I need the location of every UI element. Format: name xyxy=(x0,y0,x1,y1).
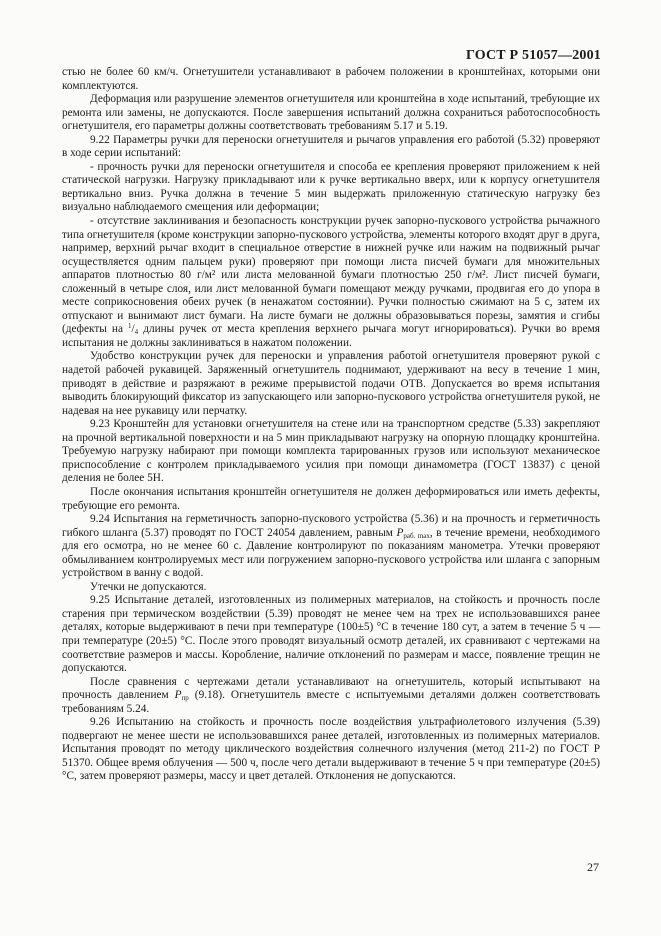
paragraph-9-25: 9.25 Испытание деталей, изготовленных из полимерных материалов, на стойкость и прочность после старения при термическом воздействии (5.39) проводят не менее чем на трех не использовавшихся ранее деталях, которые выдерживают в печи при температуре (100±5) °С в течение 180 сут, а затем в течение 5 ч — при температуре (20±5) °С. После этого проводят визуальный осмотр деталей, их сравнивают с чертежами на соответствие размеров и массы. Коробление, наличие отклонений по размерам и массе, появление трещин не допускаются. xyxy=(62,594,600,675)
paragraph-after-comparison xyxy=(62,676,600,717)
paragraph-9-26: 9.26 Испытанию на стойкость и прочность после воздействия ультрафиолетового излучения (5.39) подвергают не менее шести не использовавшихся ранее деталей, изготовленных из полимерных материалов. Испытания проводят по методу циклического воздействия солнечного излучения (метод 211-2) по ГОСТ Р 51370. Общее время облучения — 500 ч, после чего детали выдерживают в течение 5 ч при температуре (20±5) °С, затем проверяют размеры, массу и цвет деталей. Отклонения не допускаются. xyxy=(62,716,600,783)
fraction-numerator: 1 xyxy=(128,322,132,331)
handle-jamming-tail: длины ручек от места крепления верхнего рычага могут игнорироваться). Ручки во время испытания не должны заклиниваться в нажатом положении. xyxy=(62,323,600,349)
tightness-tail: , в течение времени, необходимого для его осмотра, но не менее 60 с. Давление контролируют по показаниям манометра. Утечки проверяют обмыливанием контролируемых мест или погружением запорно-пускового устройства или шланга с запорным устройством в ванну с водой. xyxy=(62,526,600,580)
paragraph-leaks: Утечки не допускаются. xyxy=(90,580,207,593)
standard-designation: ГОСТ Р 51057—2001 xyxy=(465,48,601,63)
paragraph-9-22: 9.22 Параметры ручки для переноски огнетушителя и рычагов управления его работой (5.32) проверяют в ходе серии испытаний: xyxy=(62,133,600,160)
page-number: 27 xyxy=(587,860,599,874)
fraction-denominator: 4 xyxy=(134,328,139,337)
test-pressure-symbol: P xyxy=(174,689,182,702)
body-text xyxy=(62,66,600,784)
paragraph-continuation: стью не более 60 км/ч. Огнетушители устанавливают в рабочем положении в кронштейнах, которыми они комплектуются. xyxy=(62,66,600,92)
paragraph-deformation: Деформация или разрушение элементов огнетушителя или кронштейна в ходе испытаний, требующие их ремонта или замены, не допускаются. После завершения испытаний должна сохраниться работоспособность огнетушителя, его параметры должны соответствовать требованиям 5.17 и 5.19. xyxy=(62,93,600,133)
paragraph-bracket-after: После окончания испытания кронштейн огнетушителя не должен деформироваться или иметь дефекты, требующие его ремонта. xyxy=(62,485,600,512)
handle-jamming-text: - отсутствие заклинивания и безопасность конструкции ручек запорно-пускового устройства рычажного типа огнетушителя (кроме конструкции запорно-пускового устройства, элементы которого входят друг в друга, например, верхний рычаг входит в специальное отверстие в нижней ручке или нажим на подвижный рычаг осуществляется одним пальцем руки) проверяют при помощи листа писчей бумаги для множительных аппаратов плотностью 80 г/м² или листа мелованной бумаги плотностью 250 г/м². Лист писчей бумаги, сложенный в четыре слоя, или лист мелованной бумаги помещают между ручками, продвигая его до упора в месте соприкосновения обеих ручек (в ненажатом состоянии). Ручки полностью сжимают на 5 с, затем их отпускают и вынимают лист бумаги. На листе бумаги не должны образовываться порезы, замятия и сгибы (дефекты на xyxy=(62,215,600,336)
paragraph-9-23: 9.23 Кронштейн для установки огнетушителя на стене или на транспортном средстве (5.33) закрепляют на прочной вертикальной поверхности и на 5 мин прикладывают нагрузку на опорную площадку кронштейна. Требуемую нагрузку набирают при помощи комплекта тарированных грузов или используют механическое приспособление с контролем прикладываемого усилия при помощи динамометра (ГОСТ 13837) с ценой деления не более 5Н. xyxy=(62,418,600,485)
paragraph-handle-strength: - прочность ручки для переноски огнетушителя и способа ее крепления проверяют приложением к ней статической нагрузки. Нагрузку прикладывают или к ручке вертикально вверх, или к корпусу огнетушителя вертикально вниз. Ручка должна в течение 5 мин выдержать приложенную статическую нагрузку без визуально наблюдаемого смещения или деформации; xyxy=(62,160,600,214)
after-comparison-tail: (9.18). Огнетушитель вместе с испытуемыми деталями должен соответствовать требованиям 5.24. xyxy=(62,689,601,715)
after-comparison-text: После сравнения с чертежами детали устанавливают на огнетушитель, который испытывают на прочность давлением xyxy=(62,675,600,702)
paragraph-9-24 xyxy=(62,513,600,581)
pressure-symbol: P xyxy=(396,526,404,539)
paragraph-convenience: Удобство конструкции ручек для переноски и управления работой огнетушителя проверяют рукой с надетой рабочей рукавицей. Заряженный огнетушитель поднимают, удерживают на весу в течение 1 мин, приводят в действие и разряжают в режиме прерывистой подачи ОТВ. Допускается во время испытания выводить блокирующий фиксатор из запускающего или запорно-пускового устройства огнетушителя рукой, не надевая на нее рукавицу или перчатку. xyxy=(62,350,600,417)
pressure-subscript: раб. max xyxy=(403,531,430,540)
paragraph-handle-jamming: - отсутствие заклинивания и безопасность конструкции ручек запорно-пускового устройства рычажного типа огнетушителя (кроме конструкции запорно-пускового устройства, элементы которого входят друг в друга, например, верхний рычаг входит в специальное отверстие в нижней ручке или нажим на подвижный рычаг осуществляется одним пальцем руки) проверяют при помощи листа писчей бумаги для множительных аппаратов плотностью 80 г/м² или листа мелованной бумаги плотностью 250 г/м². Лист писчей бумаги, сложенный в четыре слоя, или лист мелованной бумаги помещают между ручками, продвигая его до упора в месте соприкосновения обеих ручек (в ненажатом состоянии). Ручки полностью сжимают на 5 с, затем их отпускают и вынимают лист бумаги. На листе бумаги не должны образовываться порезы, замятия и сгибы (дефекты на $^1/_4$ длины ручек от места крепления верхнего рычага могут игнорироваться). Ручки во время испытания не должны заклиниваться в нажатом положении. xyxy=(62,215,600,349)
tightness-text: 9.24 Испытания на герметичность запорно-пускового устройства (5.36) и на прочность и герметичность гибкого шланга (5.37) проводят по ГОСТ 24054 давлением, равным xyxy=(62,513,600,539)
test-pressure-subscript: пр xyxy=(181,694,189,703)
